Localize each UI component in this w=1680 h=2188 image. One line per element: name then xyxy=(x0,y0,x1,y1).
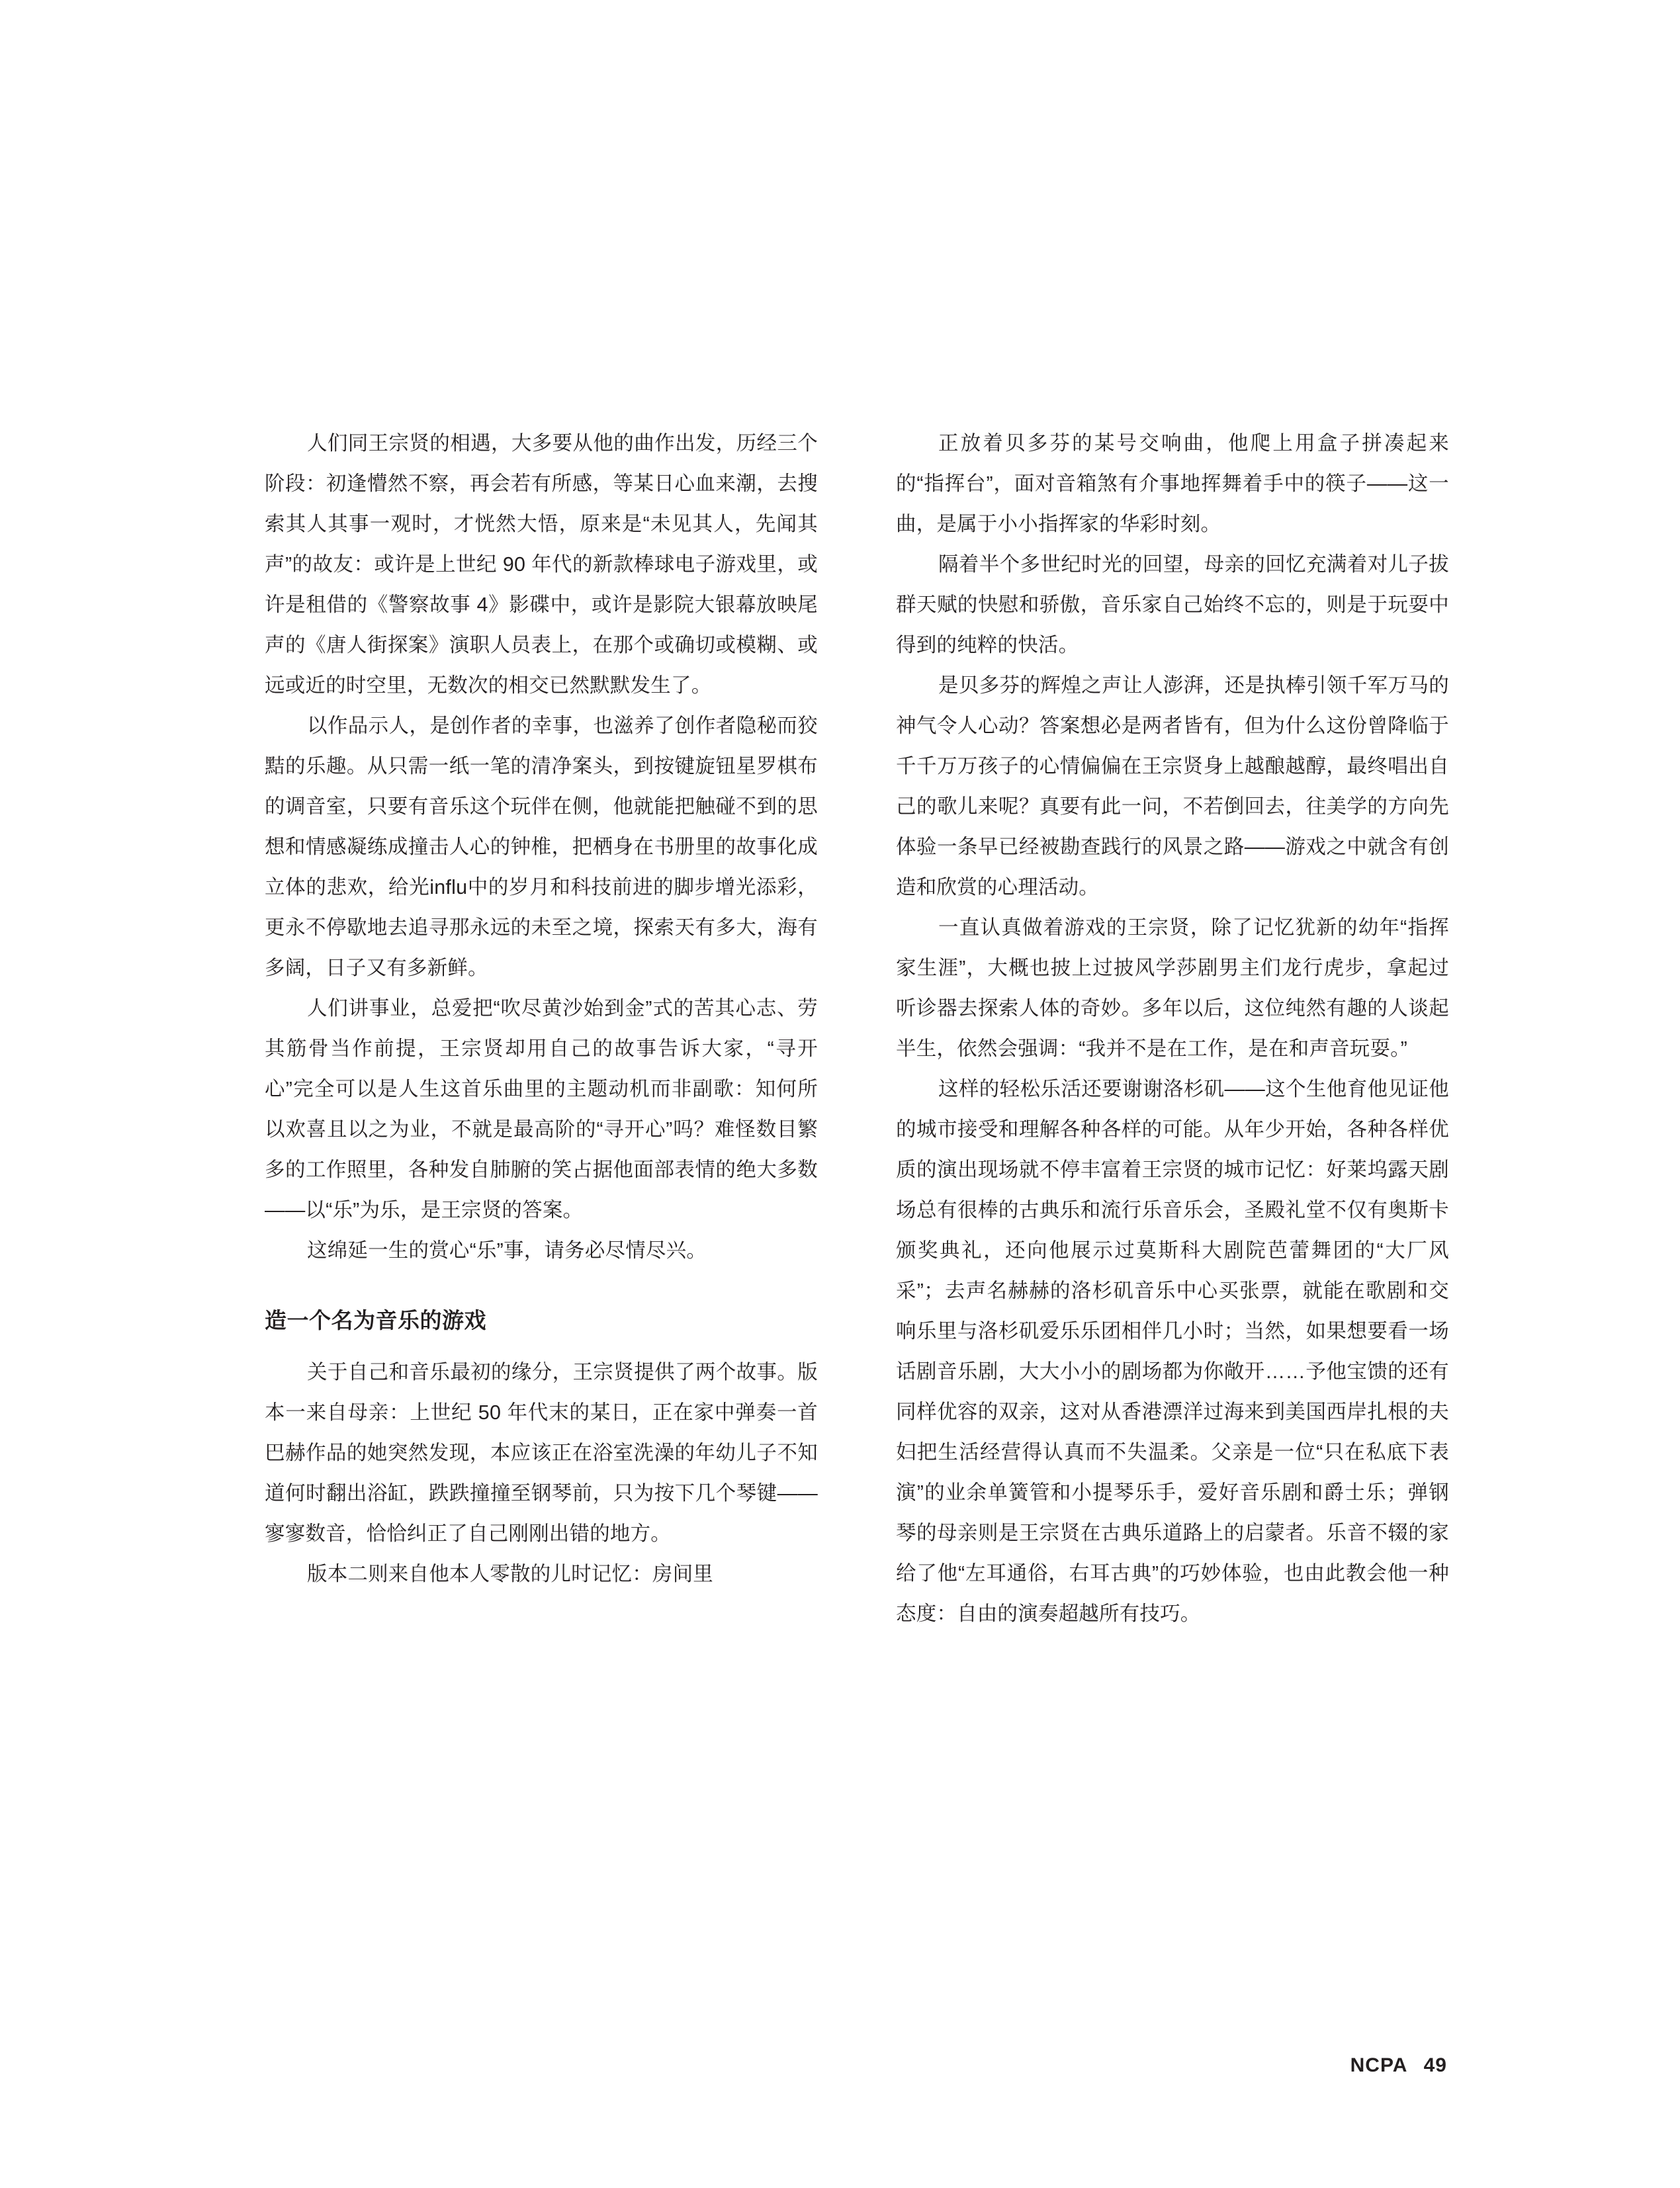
section-heading: 造一个名为音乐的游戏 xyxy=(265,1308,486,1333)
left-column xyxy=(265,423,818,1634)
paragraph: 关于自己和音乐最初的缘分，王宗贤提供了两个故事。版本一来自母亲：上世纪 50 年代末的某日，正在家中弹奏一首巴赫作品的她突然发现，本应该正在浴室洗澡的年幼儿子不知道何时翻出浴缸，跌跌撞撞至钢琴前，只为按下几个琴键——寥寥数音，恰恰纠正了自己刚刚出错的地方。 xyxy=(265,1361,818,1545)
paragraph: 人们同王宗贤的相遇，大多要从他的曲作出发，历经三个阶段：初逢懵然不察，再会若有所感，等某日心血来潮，去搜索其人其事一观时，才恍然大悟，原来是“未见其人，先闻其声”的故友：或许是上世纪 90 年代的新款棒球电子游戏里，或许是租借的《警察故事 4》影碟中，或许是影院大银幕放映尾声的《唐人街探案》演职人员表上，在那个或确切或模糊、或远或近的时空里，无数次的相交已然默默发生了。 xyxy=(265,432,818,697)
paragraph: 正放着贝多芬的某号交响曲，他爬上用盒子拼凑起来的“指挥台”，面对音箱煞有介事地挥舞着手中的筷子——这一曲，是属于小小指挥家的华彩时刻。 xyxy=(896,432,1449,535)
page-footer xyxy=(1350,2054,1447,2077)
paragraph: 隔着半个多世纪时光的回望，母亲的回忆充满着对儿子拔群天赋的快慰和骄傲，音乐家自己始终不忘的，则是于玩耍中得到的纯粹的快活。 xyxy=(896,553,1449,656)
paragraph: 这样的轻松乐活还要谢谢洛杉矶——这个生他育他见证他的城市接受和理解各种各样的可能。从年少开始，各种各样优质的演出现场就不停丰富着王宗贤的城市记忆：好莱坞露天剧场总有很棒的古典乐和流行乐音乐会，圣殿礼堂不仅有奥斯卡颁奖典礼，还向他展示过莫斯科大剧院芭蕾舞团的“大厂风采”；去声名赫赫的洛杉矶音乐中心买张票，就能在歌剧和交响乐里与洛杉矶爱乐乐团相伴几小时；当然，如果想要看一场话剧音乐剧，大大小小的剧场都为你敞开……予他宝馈的还有同样优容的双亲，这对从香港漂洋过海来到美国西岸扎根的夫妇把生活经营得认真而不失温柔。父亲是一位“只在私底下表演”的业余单簧管和小提琴乐手，爱好音乐剧和爵士乐；弹钢琴的母亲则是王宗贤在古典乐道路上的启蒙者。乐音不辍的家给了他“左耳通俗，右耳古典”的巧妙体验，也由此教会他一种态度：自由的演奏超越所有技巧。 xyxy=(896,1078,1449,1625)
page-number: 49 xyxy=(1423,2054,1447,2076)
right-column xyxy=(896,423,1449,1634)
paragraph: 以作品示人，是创作者的幸事，也滋养了创作者隐秘而狡黠的乐趣。从只需一纸一笔的清净案头，到按键旋钮星罗棋布的调音室，只要有音乐这个玩伴在侧，他就能把触碰不到的思想和情感凝练成撞击人心的钟椎，把栖身在书册里的故事化成立体的悲欢，给光influ中的岁月和科技前进的脚步增光添彩，更永不停歇地去追寻那永远的未至之境，探索天有多大，海有多阔，日子又有多新鲜。 xyxy=(265,715,818,979)
paragraph: 这绵延一生的赏心“乐”事，请务必尽情尽兴。 xyxy=(307,1239,707,1262)
paragraph: 一直认真做着游戏的王宗贤，除了记忆犹新的幼年“指挥家生涯”，大概也披上过披风学莎剧男主们龙行虎步，拿起过听诊器去探索人体的奇妙。多年以后，这位纯然有趣的人谈起半生，依然会强调：“我并不是在工作，是在和声音玩耍。” xyxy=(896,916,1449,1060)
paragraph: 版本二则来自他本人零散的儿时记忆：房间里 xyxy=(307,1563,713,1585)
paragraph: 人们讲事业，总爱把“吹尽黄沙始到金”式的苦其心志、劳其筋骨当作前提，王宗贤却用自己的故事告诉大家，“寻开心”完全可以是人生这首乐曲里的主题动机而非副歌：知何所以欢喜且以之为业，不就是最高阶的“寻开心”吗？难怪数目繁多的工作照里，各种发自肺腑的笑占据他面部表情的绝大多数——以“乐”为乐，是王宗贤的答案。 xyxy=(265,997,818,1221)
paragraph: 是贝多芬的辉煌之声让人澎湃，还是执棒引领千军万马的神气令人心动？答案想必是两者皆有，但为什么这份曾降临于千千万万孩子的心情偏偏在王宗贤身上越酿越醇，最终唱出自己的歌儿来呢？真要有此一问，不若倒回去，往美学的方向先体验一条早已经被勘查践行的风景之路——游戏之中就含有创造和欣赏的心理活动。 xyxy=(896,674,1449,898)
article-body xyxy=(265,423,1449,1634)
publication-name: NCPA xyxy=(1350,2054,1407,2076)
